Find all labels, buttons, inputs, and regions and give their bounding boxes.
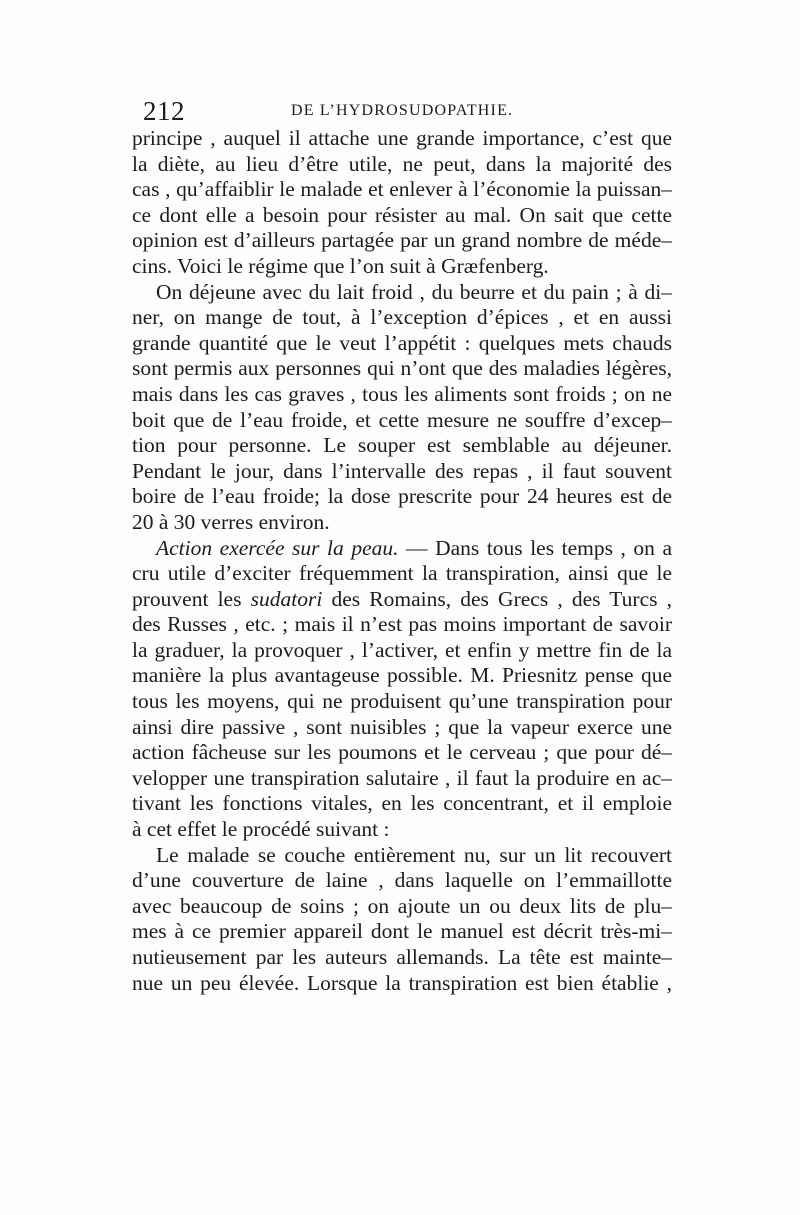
text-line: mes à ce premier appareil dont le manuel est décrit très-mi–: [132, 919, 672, 944]
section-heading: Action exercée sur la peau.: [156, 535, 399, 560]
text-line-section-start: [132, 536, 672, 562]
text-line: nutieusement par les auteurs allemands. La tête est mainte–: [132, 945, 672, 969]
text-line: ainsi dire passive , sont nuisibles ; que la vapeur exerce une: [132, 714, 672, 739]
text-line: tous les moyens, qui ne produisent qu’une transpiration pour: [132, 689, 672, 714]
text-line: ner, on mange de tout, à l’exception d’épices , et en aussi: [132, 305, 672, 330]
text-line: manière la plus avantageuse possible. M. Priesnitz pense que: [132, 663, 672, 688]
text-fragment: — Dans tous les temps , on a: [406, 535, 672, 560]
text-line: opinion est d’ailleurs partagée par un grand nombre de méde–: [132, 228, 672, 253]
text-line: la diète, au lieu d’être utile, ne peut, dans la majorité des: [132, 151, 672, 176]
body-text: [132, 126, 672, 996]
text-line: grande quantité que le veut l’appétit : quelques mets chauds: [132, 330, 672, 355]
text-line: mais dans les cas graves , tous les aliments sont froids ; on ne: [132, 381, 672, 406]
text-line: tivant les fonctions vitales, en les concentrant, et il emploie: [132, 791, 672, 816]
text-line: cas , qu’affaiblir le malade et enlever à l’économie la puissan–: [132, 177, 672, 202]
text-line: cru utile d’exciter fréquemment la transpiration, ainsi que le: [132, 561, 672, 586]
text-line: boire de l’eau froide; la dose prescrite pour 24 heures est de: [132, 484, 672, 509]
text-line: Le malade se couche entièrement nu, sur un lit recouvert: [156, 842, 672, 867]
running-head: DE L’HYDROSUDOPATHIE.: [291, 102, 514, 119]
text-line: sont permis aux personnes qui n’ont que des maladies légères,: [132, 356, 672, 381]
text-line: la graduer, la provoquer , l’activer, et enfin y mettre fin de la: [132, 637, 672, 662]
text-line: tion pour personne. Le souper est semblable au déjeuner.: [132, 433, 672, 458]
text-line: velopper une transpiration salutaire , il faut la produire en ac–: [132, 765, 672, 790]
text-line: On déjeune avec du lait froid , du beurre et du pain ; à di–: [156, 279, 672, 304]
text-line: des Russes , etc. ; mais il n’est pas moins important de savoir: [132, 612, 672, 637]
text-line: nue un peu élevée. Lorsque la transpiration est bien établie ,: [132, 970, 672, 995]
text-fragment: des Romains, des Grecs , des Turcs ,: [331, 586, 672, 611]
page-number: 212: [143, 96, 185, 126]
text-fragment: prouvent les: [132, 586, 242, 611]
text-line: ce dont elle a besoin pour résister au mal. On sait que cette: [132, 202, 672, 227]
text-line: 20 à 30 verres environ.: [132, 509, 330, 534]
text-line: cins. Voici le régime que l’on suit à Græfenberg.: [132, 253, 549, 278]
text-line: avec beaucoup de soins ; on ajoute un ou deux lits de plu–: [132, 893, 672, 918]
text-line-with-italic: [132, 587, 672, 613]
italic-term: sudatori: [250, 586, 323, 611]
text-line: principe , auquel il attache une grande importance, c’est que: [132, 126, 672, 150]
text-line: à cet effet le procédé suivant :: [132, 817, 390, 842]
text-line: d’une couverture de laine , dans laquelle on l’emmaillotte: [132, 868, 672, 893]
text-line: action fâcheuse sur les poumons et le cerveau ; que pour dé–: [132, 740, 672, 765]
text-line: boit que de l’eau froide, et cette mesure ne souffre d’excep–: [132, 407, 672, 432]
page-header: [143, 96, 670, 130]
text-line: Pendant le jour, dans l’intervalle des repas , il faut souvent: [132, 458, 672, 483]
